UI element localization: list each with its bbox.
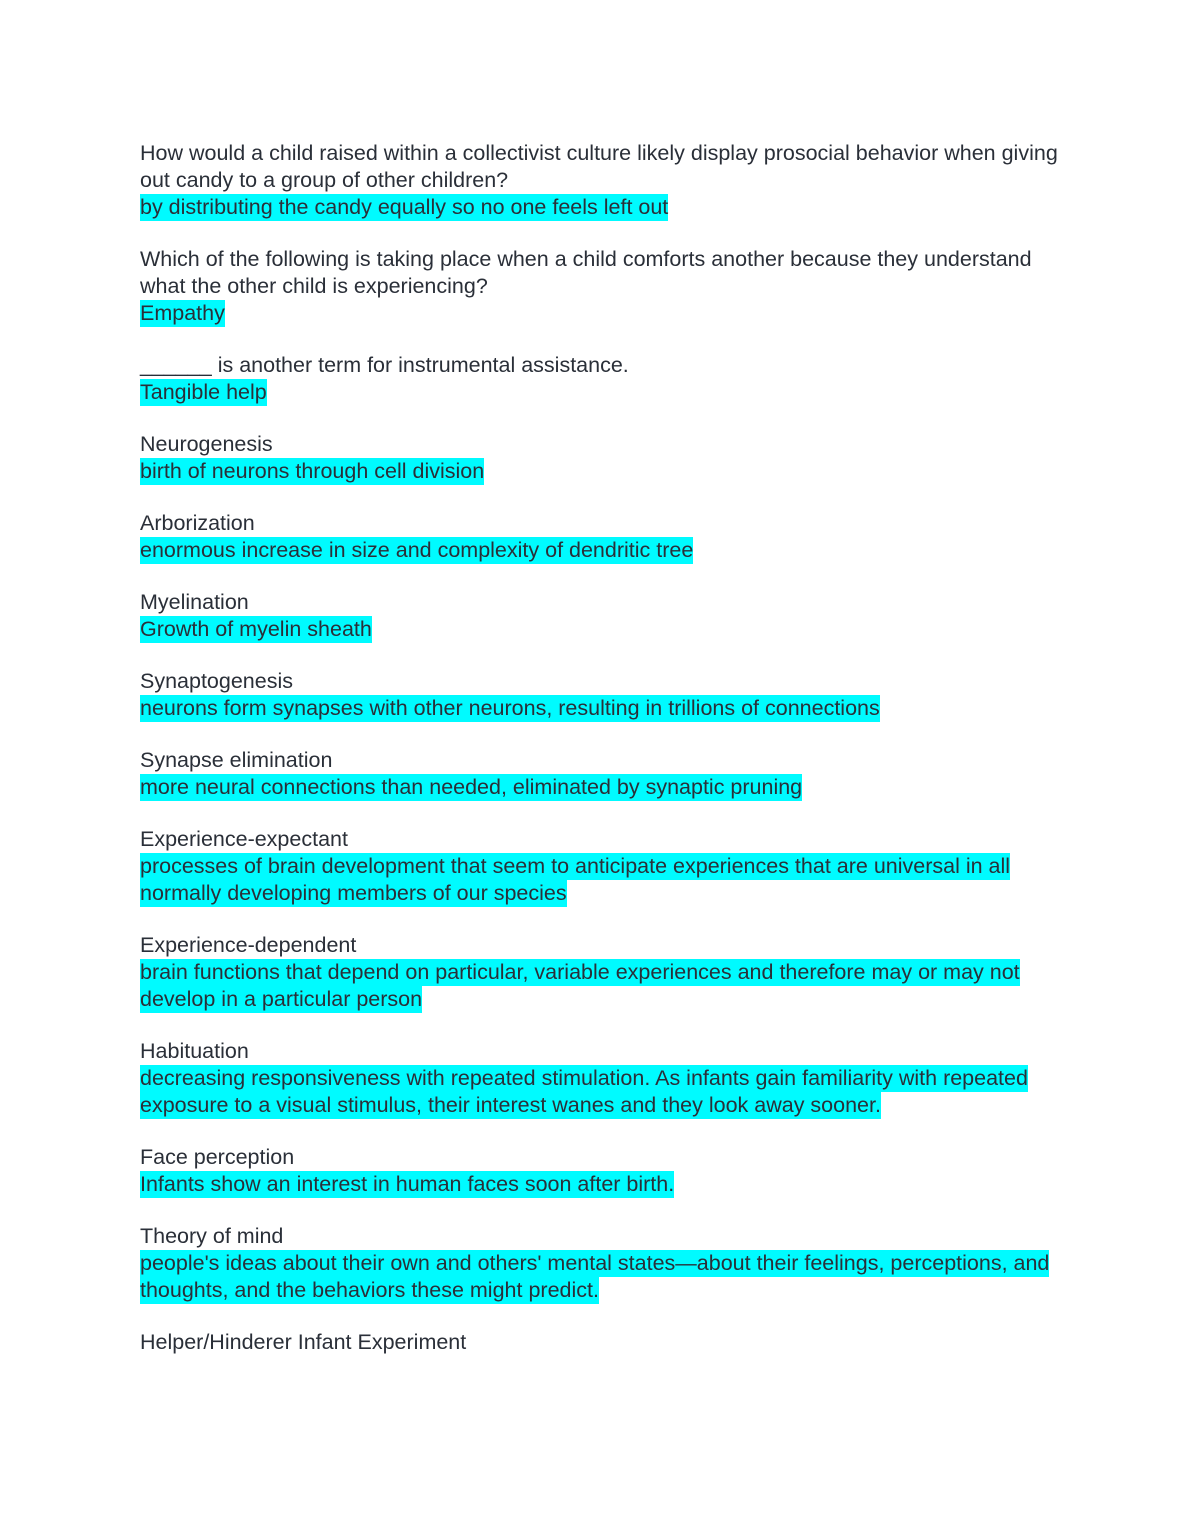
question-text: Which of the following is taking place when a child comforts another because they understand what the other child is experiencing? (140, 247, 1032, 298)
qa-item (140, 1329, 1060, 1356)
question-text: ______ is another term for instrumental assistance. (140, 353, 629, 377)
definition-highlight: birth of neurons through cell division (140, 459, 485, 483)
term-text: Habituation (140, 1039, 249, 1063)
qa-item (140, 826, 1060, 907)
definition-highlight: people's ideas about their own and others' mental states—about their feelings, perceptions, and thoughts, and the behaviors these might predict. (140, 1251, 1050, 1302)
answer-highlight: Empathy (140, 301, 225, 325)
qa-item (140, 246, 1060, 327)
term-text: Theory of mind (140, 1224, 284, 1248)
term-text: Helper/Hinderer Infant Experiment (140, 1330, 467, 1354)
qa-item (140, 1038, 1060, 1119)
term-text: Experience-expectant (140, 827, 348, 851)
qa-item (140, 510, 1060, 564)
definition-highlight: brain functions that depend on particular, variable experiences and therefore may or may not develop in a particular person (140, 960, 1020, 1011)
qa-item (140, 668, 1060, 722)
qa-item (140, 352, 1060, 406)
term-text: Neurogenesis (140, 432, 273, 456)
qa-item (140, 589, 1060, 643)
definition-highlight: processes of brain development that seem to anticipate experiences that are universal in all normally developing members of our species (140, 854, 1011, 905)
definition-highlight: Infants show an interest in human faces soon after birth. (140, 1172, 675, 1196)
definition-highlight: neurons form synapses with other neurons, resulting in trillions of connections (140, 696, 880, 720)
definition-highlight: enormous increase in size and complexity of dendritic tree (140, 538, 694, 562)
term-text: Myelination (140, 590, 249, 614)
qa-item (140, 140, 1060, 221)
answer-highlight: Tangible help (140, 380, 267, 404)
term-text: Face perception (140, 1145, 295, 1169)
answer-highlight: by distributing the candy equally so no one feels left out (140, 195, 669, 219)
definition-highlight: decreasing responsiveness with repeated stimulation. As infants gain familiarity with repeated exposure to a visual stimulus, their interest wanes and they look away sooner. (140, 1066, 1028, 1117)
term-text: Synapse elimination (140, 748, 333, 772)
term-text: Arborization (140, 511, 255, 535)
definition-highlight: more neural connections than needed, eliminated by synaptic pruning (140, 775, 803, 799)
definition-highlight: Growth of myelin sheath (140, 617, 372, 641)
qa-item (140, 1144, 1060, 1198)
qa-item (140, 431, 1060, 485)
term-text: Experience-dependent (140, 933, 357, 957)
question-text: How would a child raised within a collectivist culture likely display prosocial behavior when giving out candy to a group of other children? (140, 141, 1058, 192)
qa-item (140, 747, 1060, 801)
qa-item (140, 1223, 1060, 1304)
study-document (140, 140, 1060, 1381)
qa-item (140, 932, 1060, 1013)
term-text: Synaptogenesis (140, 669, 293, 693)
